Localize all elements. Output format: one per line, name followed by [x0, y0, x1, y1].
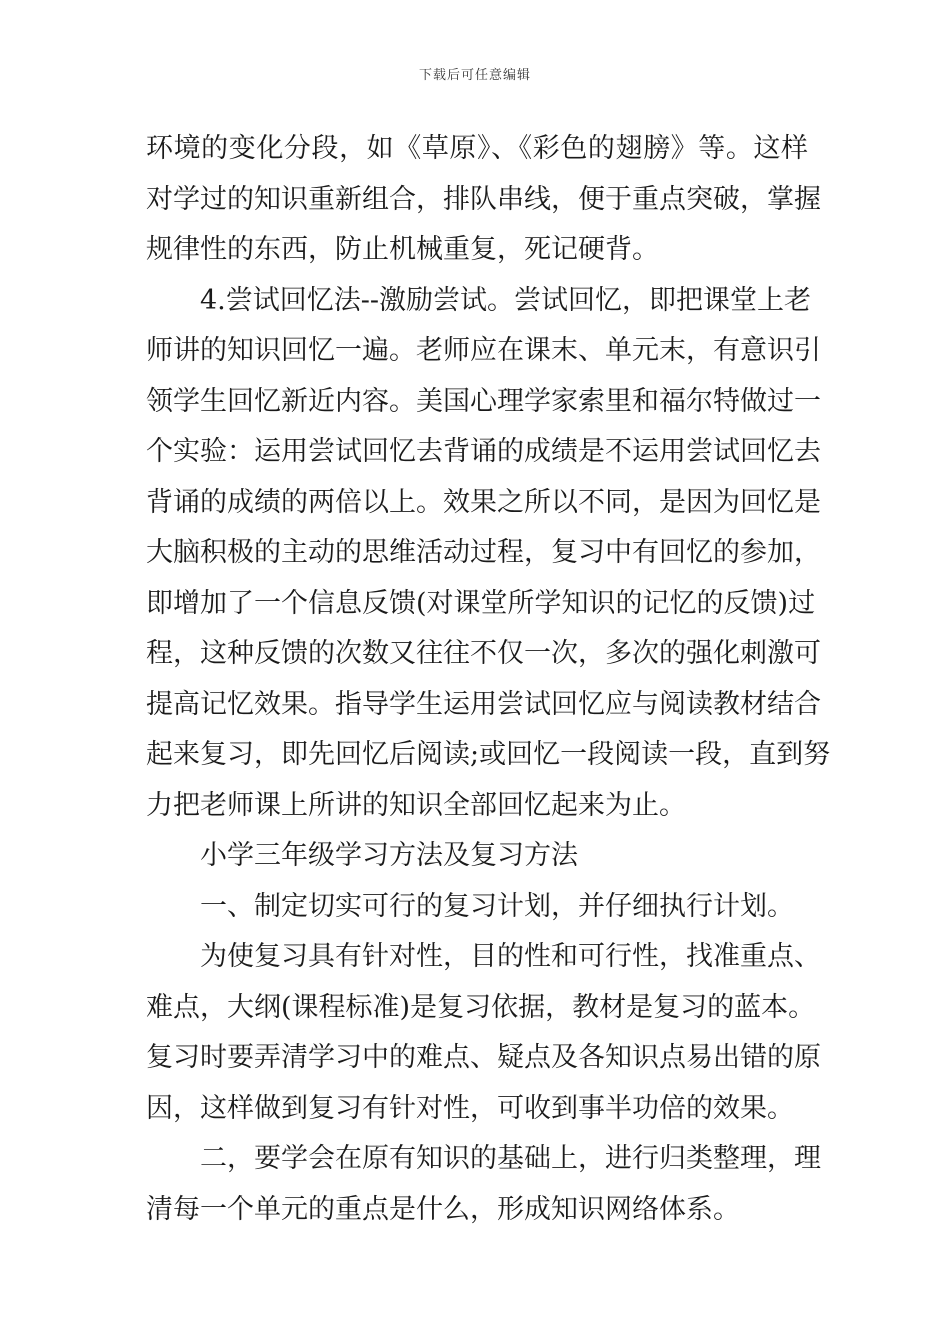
- text-line: 力把老师课上所讲的知识全部回忆起来为止。: [146, 789, 686, 821]
- text-line: 背诵的成绩的两倍以上。效果之所以不同，是因为回忆是: [146, 486, 821, 518]
- text-line: 即增加了一个信息反馈(对课堂所学知识的记忆的反馈)过: [146, 587, 816, 619]
- text-line: 为使复习具有针对性，目的性和可行性，找准重点、: [200, 941, 821, 972]
- text-line: 师讲的知识回忆一遍。老师应在课末、单元末，有意识引: [146, 335, 821, 366]
- text-line: 程，这种反馈的次数又往往不仅一次，多次的强化刺激可: [146, 638, 821, 669]
- text-line: 复习时要弄清学习中的难点、疑点及各知识点易出错的原: [146, 1042, 821, 1073]
- text-line: 提高记忆效果。指导学生运用尝试回忆应与阅读教材结合: [146, 688, 821, 720]
- text-line: 规律性的东西，防止机械重复，死记硬背。: [146, 234, 659, 265]
- text-line: 因，这样做到复习有针对性，可收到事半功倍的效果。: [146, 1092, 794, 1124]
- page-header: 下载后可任意编辑: [418, 68, 531, 83]
- text-line: 领学生回忆新近内容。美国心理学家索里和福尔特做过一: [146, 385, 821, 417]
- text-line: 4.尝试回忆法--激励尝试。尝试回忆，即把课堂上老: [200, 284, 812, 316]
- text-line: 难点，大纲(课程标准)是复习依据，教材是复习的蓝本。: [146, 991, 816, 1023]
- text-line: 二，要学会在原有知识的基础上，进行归类整理，理: [200, 1143, 821, 1174]
- text-line: 个实验：运用尝试回忆去背诵的成绩是不运用尝试回忆去: [146, 436, 821, 467]
- body-text: [146, 124, 831, 1235]
- text-line: 清每一个单元的重点是什么，形成知识网络体系。: [146, 1193, 740, 1225]
- text-line: 大脑积极的主动的思维活动过程，复习中有回忆的参加，: [146, 537, 821, 568]
- text-line: 对学过的知识重新组合，排队串线，便于重点突破，掌握: [146, 183, 821, 215]
- text-line: 一、制定切实可行的复习计划，并仔细执行计划。: [200, 890, 794, 922]
- text-line: 小学三年级学习方法及复习方法: [200, 840, 578, 871]
- text-line: 环境的变化分段，如《草原》、《彩色的翅膀》等。这样: [146, 133, 808, 164]
- text-line: 起来复习，即先回忆后阅读;或回忆一段阅读一段，直到努: [146, 739, 831, 770]
